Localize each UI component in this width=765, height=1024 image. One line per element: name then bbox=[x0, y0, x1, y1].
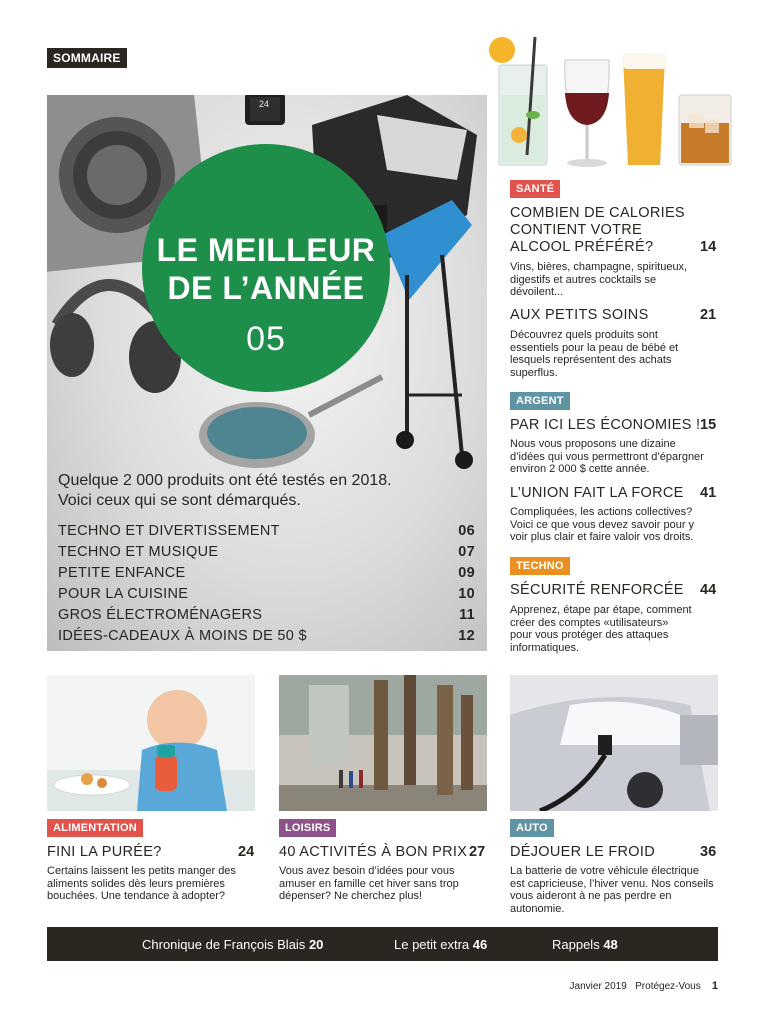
alimentation-article-desc bbox=[47, 865, 236, 903]
hero-item-label: POUR LA CUISINE bbox=[58, 585, 189, 602]
auto-article-page: 36 bbox=[700, 844, 717, 860]
hero-list-item[interactable] bbox=[58, 625, 475, 646]
securite-article-page: 44 bbox=[700, 582, 717, 598]
hero-intro-line1: Quelque 2 000 produits ont été testés en 2018. bbox=[58, 472, 392, 489]
loisirs-photo[interactable] bbox=[279, 675, 487, 811]
footer-item-chronique-page: 20 bbox=[308, 937, 324, 952]
economies-article-desc-line3: environ 2 000 $ cette année. bbox=[510, 463, 650, 475]
union-article-desc-line3: voir plus clair et faire valoir vos droits. bbox=[510, 531, 694, 543]
soins-article-desc-line2: essentiels pour la peau de bébé et bbox=[510, 341, 679, 354]
footer-item-extra-page: 46 bbox=[472, 937, 488, 952]
drinks-illustration bbox=[485, 35, 740, 170]
page-footer bbox=[570, 980, 718, 992]
loisirs-desc-line2: amuser en famille cet hiver sans trop bbox=[279, 877, 459, 890]
union-article-desc bbox=[510, 506, 694, 544]
auto-desc-line1: La batterie de votre véhicule électrique bbox=[510, 865, 699, 877]
footer-item-extra-label: Le petit extra bbox=[394, 937, 470, 952]
sante-article-page: 14 bbox=[700, 239, 717, 255]
hero-intro bbox=[58, 471, 478, 511]
footer-item-extra[interactable] bbox=[394, 937, 487, 952]
auto-desc-line4: autonomie. bbox=[510, 902, 565, 915]
alimentation-photo[interactable] bbox=[47, 675, 255, 811]
footer-item-chronique-label: Chronique de François Blais bbox=[142, 937, 306, 952]
stroller-icon bbox=[382, 200, 473, 469]
hero-item-label: TECHNO ET DIVERTISSEMENT bbox=[58, 522, 280, 539]
wine-glass-icon bbox=[565, 60, 609, 167]
hero-contents-list bbox=[58, 520, 475, 646]
issue-date: Janvier 2019 bbox=[569, 981, 627, 992]
hero-list-item[interactable] bbox=[58, 541, 475, 562]
economies-article-desc-line2: d’idées qui vous permettront d’épargner bbox=[510, 450, 704, 463]
sante-tag: SANTÉ bbox=[510, 180, 560, 198]
alimentation-desc-line3: bouchées. Une tendance à adopter? bbox=[47, 890, 225, 902]
footer-item-rappels[interactable] bbox=[552, 937, 618, 952]
badge-number: 05 bbox=[246, 320, 286, 358]
hero-intro-line2: Voici ceux qui se sont démarqués. bbox=[58, 492, 301, 509]
loisirs-article-title[interactable]: 40 ACTIVITÉS À BON PRIX bbox=[279, 844, 468, 860]
hero-item-page: 06 bbox=[458, 522, 475, 539]
alimentation-desc-line2: aliments solides dès leurs premières bbox=[47, 877, 225, 890]
beer-glass-icon bbox=[622, 53, 667, 165]
auto-photo[interactable] bbox=[510, 675, 718, 811]
hero-item-label: TECHNO ET MUSIQUE bbox=[58, 543, 219, 560]
securite-article-desc-line3: pour vous protéger des attaques bbox=[510, 629, 669, 641]
badge-line1: LE MEILLEUR bbox=[156, 232, 376, 268]
securite-article-desc-line4: informatiques. bbox=[510, 641, 580, 654]
footer-item-rappels-page: 48 bbox=[603, 937, 618, 952]
auto-article-desc bbox=[510, 865, 714, 915]
alimentation-desc-line1: Certains laissent les petits manger des bbox=[47, 865, 236, 877]
union-article-title[interactable]: L’UNION FAIT LA FORCE bbox=[510, 485, 684, 501]
hero-item-page: 07 bbox=[458, 543, 475, 560]
sante-article-title[interactable] bbox=[510, 205, 685, 256]
soins-article-desc-line4: superflus. bbox=[510, 366, 558, 379]
economies-article-page: 15 bbox=[700, 417, 717, 433]
hero-list-item[interactable] bbox=[58, 562, 475, 583]
hero-item-page: 11 bbox=[459, 606, 475, 623]
section-label: SOMMAIRE bbox=[47, 48, 127, 68]
soins-article-title[interactable]: AUX PETITS SOINS bbox=[510, 307, 649, 323]
sante-article-desc-line3: dévoilent... bbox=[510, 286, 564, 298]
economies-article-desc-line1: Nous vous proposons une dizaine bbox=[510, 438, 676, 450]
footer-bar bbox=[47, 927, 718, 961]
techno-tag: TECHNO bbox=[510, 557, 570, 575]
cocktail-glass-icon bbox=[489, 37, 547, 165]
soins-article-desc-line3: lesquels représentent des achats bbox=[510, 354, 672, 366]
soins-article-desc-line1: Découvrez quels produits sont bbox=[510, 329, 658, 341]
alimentation-article-page: 24 bbox=[238, 844, 255, 860]
securite-article-desc-line1: Apprenez, étape par étape, comment bbox=[510, 604, 692, 616]
frying-pan-icon bbox=[199, 377, 382, 468]
hero-item-label: PETITE ENFANCE bbox=[58, 564, 186, 581]
whisky-glass-icon bbox=[679, 95, 731, 165]
economies-article-desc bbox=[510, 438, 704, 476]
economies-article-title[interactable]: PAR ICI LES ÉCONOMIES ! bbox=[510, 417, 701, 433]
hero-item-label: IDÉES-CADEAUX À MOINS DE 50 $ bbox=[58, 627, 307, 644]
hero-item-page: 12 bbox=[458, 627, 475, 644]
smartwatch-display: 24 bbox=[259, 99, 270, 109]
totem-poles-illustration bbox=[279, 675, 487, 811]
sante-article-desc bbox=[510, 261, 687, 299]
sante-article-title-line1: COMBIEN DE CALORIES bbox=[510, 205, 685, 221]
sante-article-desc-line1: Vins, bières, champagne, spiritueux, bbox=[510, 261, 688, 273]
hero-list-item[interactable] bbox=[58, 583, 475, 604]
hero-item-page: 09 bbox=[458, 564, 475, 581]
loisirs-article-page: 27 bbox=[469, 844, 486, 860]
hero-list-item[interactable] bbox=[58, 520, 475, 541]
hero-item-page: 10 bbox=[458, 585, 475, 602]
sante-article-title-line2: CONTIENT VOTRE bbox=[510, 222, 643, 238]
soins-article-desc bbox=[510, 329, 678, 379]
soins-article-page: 21 bbox=[700, 307, 717, 323]
hero-list-item[interactable] bbox=[58, 604, 475, 625]
loisirs-desc-line3: dépenser? Ne cherchez plus! bbox=[279, 890, 423, 902]
sante-article-desc-line2: digestifs et autres cocktails se bbox=[510, 273, 657, 286]
page-number: 1 bbox=[711, 980, 718, 992]
loisirs-desc-line1: Vous avez besoin d’idées pour vous bbox=[279, 865, 455, 877]
hero-feature[interactable] bbox=[47, 95, 487, 651]
securite-article-desc-line2: créer des comptes «utilisateurs» bbox=[510, 616, 669, 629]
auto-article-title[interactable]: DÉJOUER LE FROID bbox=[510, 844, 655, 860]
electric-car-snow-illustration bbox=[510, 675, 718, 811]
alimentation-tag: ALIMENTATION bbox=[47, 819, 143, 837]
feature-badge bbox=[142, 144, 390, 392]
auto-desc-line3: vous aideront à ne pas perdre en bbox=[510, 890, 672, 902]
magazine-name: Protégez-Vous bbox=[635, 981, 701, 992]
auto-tag: AUTO bbox=[510, 819, 554, 837]
alimentation-article-title[interactable]: FINI LA PURÉE? bbox=[47, 844, 162, 860]
footer-item-chronique[interactable] bbox=[142, 937, 323, 952]
union-article-page: 41 bbox=[700, 485, 717, 501]
securite-article-title[interactable]: SÉCURITÉ RENFORCÉE bbox=[510, 582, 684, 598]
auto-desc-line2: est capricieuse, l’hiver venu. Nos conseils bbox=[510, 877, 714, 890]
union-article-desc-line2: Voici ce que vous devez savoir pour y bbox=[510, 518, 695, 531]
argent-tag: ARGENT bbox=[510, 392, 570, 410]
union-article-desc-line1: Compliquées, les actions collectives? bbox=[510, 506, 693, 518]
hero-item-label: GROS ÉLECTROMÉNAGERS bbox=[58, 606, 263, 623]
securite-article-desc bbox=[510, 604, 692, 654]
loisirs-tag: LOISIRS bbox=[279, 819, 336, 837]
sante-article-title-line3: ALCOOL PRÉFÉRÉ? bbox=[510, 239, 654, 255]
baby-eating-illustration bbox=[47, 675, 255, 811]
badge-line2: DE L’ANNÉE bbox=[167, 270, 365, 306]
footer-item-rappels-label: Rappels bbox=[552, 937, 600, 952]
loisirs-article-desc bbox=[279, 865, 459, 903]
